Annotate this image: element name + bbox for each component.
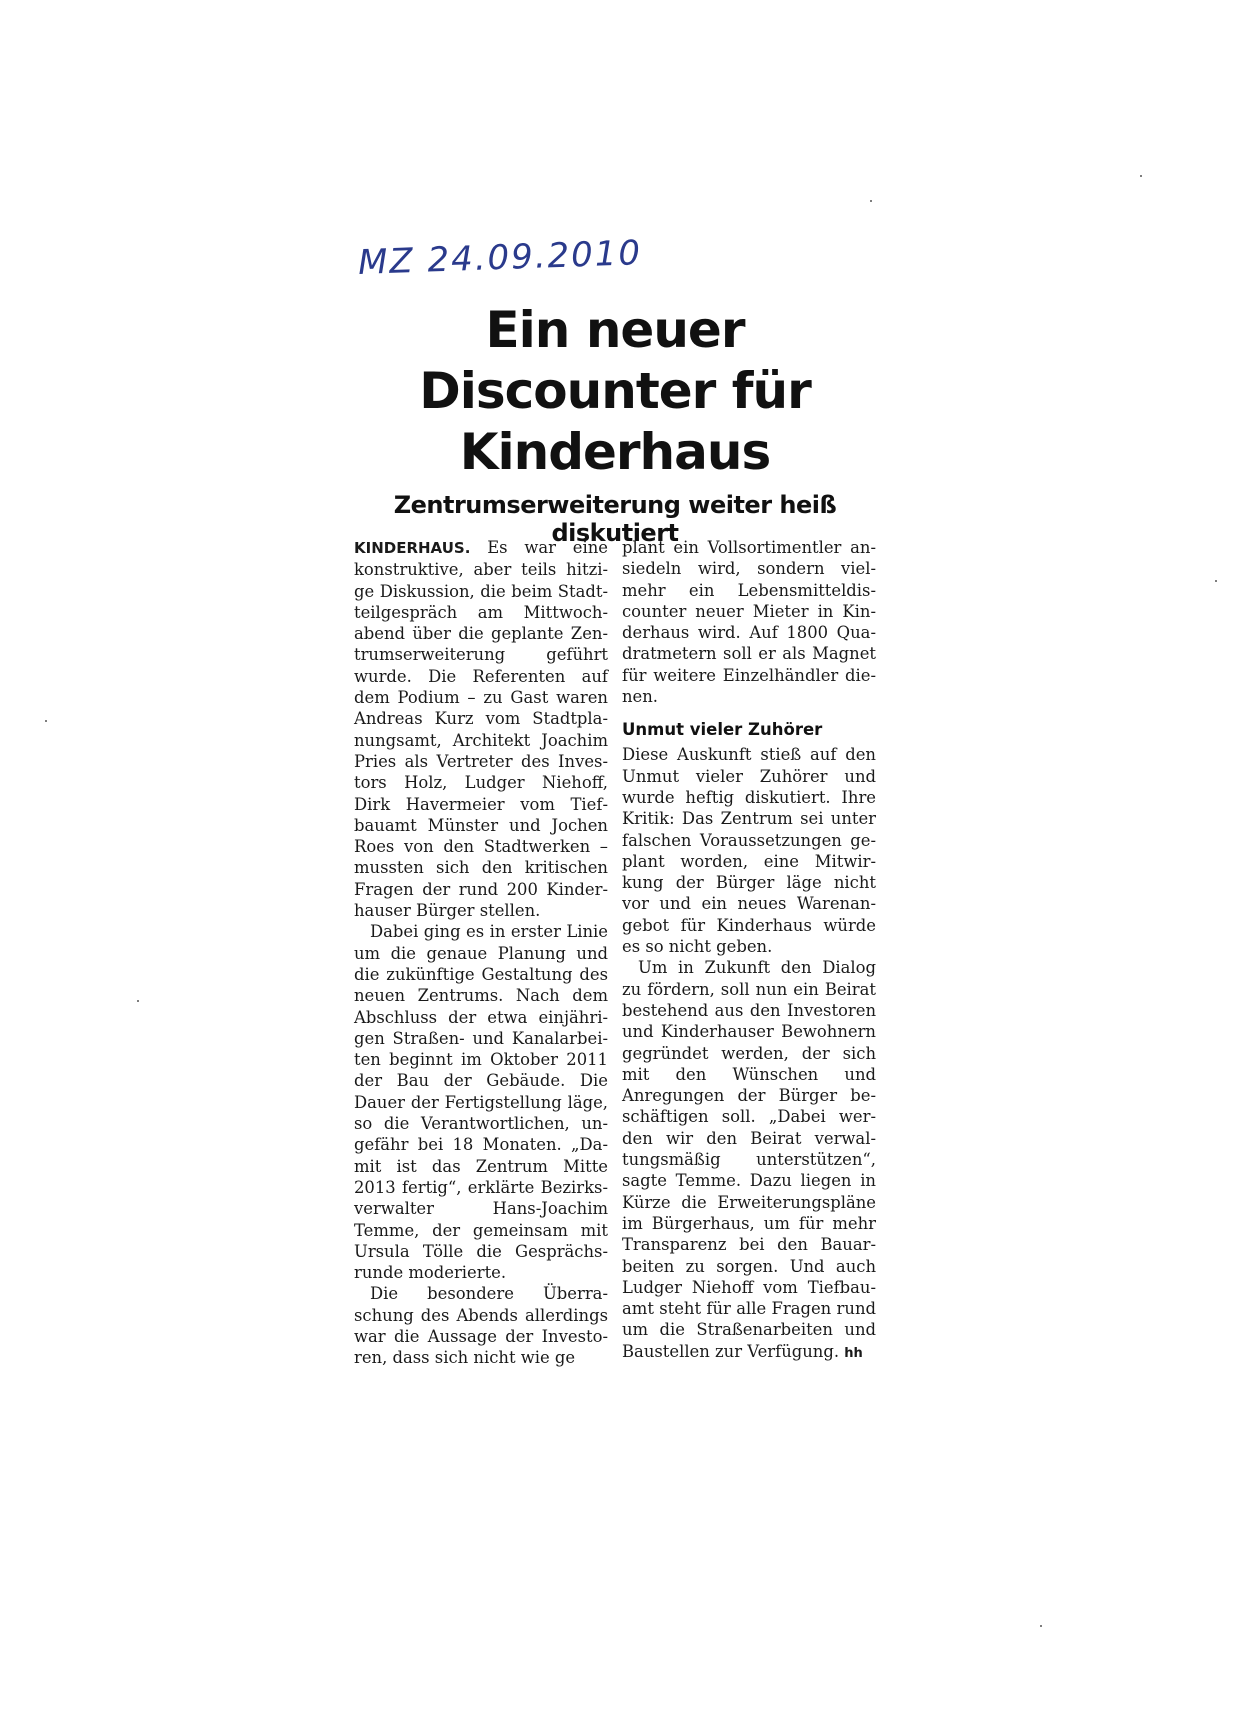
scan-speck <box>870 200 872 202</box>
paragraph-advisory-board <box>622 957 876 1364</box>
paragraph-surprise: Die besondere Überraschung des Abends allerdings war die Aussage der Investoren, dass sich nicht wie ge <box>354 1284 608 1368</box>
paragraph-intro <box>354 537 608 921</box>
article-column-right <box>622 537 876 1364</box>
handwritten-date-note: MZ 24.09.2010 <box>357 233 643 283</box>
article-subheadline: Zentrumserweiterung weiter heiß diskutiert <box>393 491 837 547</box>
dateline: KINDERHAUS. <box>354 539 471 557</box>
scan-speck <box>1040 1625 1042 1627</box>
paragraph-planning: Dabei ging es in erster Linie um die genaue Planung und die zukünftige Gestaltung des neuen Zentrums. Nach dem Abschluss der etwa einjährigen Straßen- und Kanalarbeiten beginnt im Oktober 2011 der Bau der Gebäude. Die Dauer der Fertigstellung läge, so die Verantwortlichen, ungefähr bei 18 Monaten. „Damit ist das Zentrum Mitte 2013 fertig“, erklärte Bezirksverwalter Hans-Joachim Temme, der gemeinsam mit Ursula Tölle die Gesprächsrunde moderierte. <box>354 922 608 1283</box>
scan-speck <box>137 1000 139 1002</box>
paragraph-advisory-board-text: Um in Zukunft den Dialog zu fördern, soll nun ein Beirat bestehend aus den Investoren und Kinderhauser Bewohnern gegründet werden, der sich mit den Wünschen und Anregungen der Bürger beschäftigen soll. „Dabei werden wir den Beirat verwaltungsmäßig unterstützen“, sagte Temme. Dazu liegen in Kürze die Erweiterungspläne im Bürgerhaus, um für mehr Transparenz bei den Bauarbeiten zu sorgen. Und auch Ludger Niehoff vom Tiefbauamt steht für alle Fragen rund um die Straßenarbeiten und Baustellen zur Verfügung. <box>622 958 876 1361</box>
paragraph-intro-text: Es war eine konstruktive, aber teils hitzige Diskussion, die beim Stadtteilgespräch am Mittwochabend über die geplante Zentrumserweiterung geführt wurde. Die Referenten auf dem Podium – zu Gast waren Andreas Kurz vom Stadtplanungsamt, Architekt Joachim Pries als Vertreter des Investors Holz, Ludger Niehoff, Dirk Havermeier vom Tiefbauamt Münster und Jochen Roes von den Stadtwerken – mussten sich den kritischen Fragen der rund 200 Kinderhauser Bürger stellen. <box>354 538 608 921</box>
paragraph-discounter: plant ein Vollsortimentler ansiedeln wird, sondern vielmehr ein Lebensmitteldiscounter neuer Mieter in Kinderhaus wird. Auf 1800 Quadratmetern soll er als Magnet für weitere Einzelhändler dienen. <box>622 538 876 707</box>
section-subheading: Unmut vieler Zuhörer <box>622 720 823 740</box>
article-column-left <box>354 537 608 1369</box>
paragraph-criticism: Diese Auskunft stieß auf den Unmut vieler Zuhörer und wurde heftig diskutiert. Ihre Kritik: Das Zentrum sei unter falschen Voraussetzungen geplant worden, eine Mitwirkung der Bürger läge nicht vor und ein neues Warenangebot für Kinderhaus würde es so nicht geben. <box>622 745 876 957</box>
article-headline: Ein neuer Discounter für Kinderhaus <box>419 301 811 481</box>
scan-speck <box>1140 175 1142 177</box>
scan-speck <box>45 720 47 722</box>
author-signature: hh <box>844 1345 863 1361</box>
scan-speck <box>1215 580 1217 582</box>
